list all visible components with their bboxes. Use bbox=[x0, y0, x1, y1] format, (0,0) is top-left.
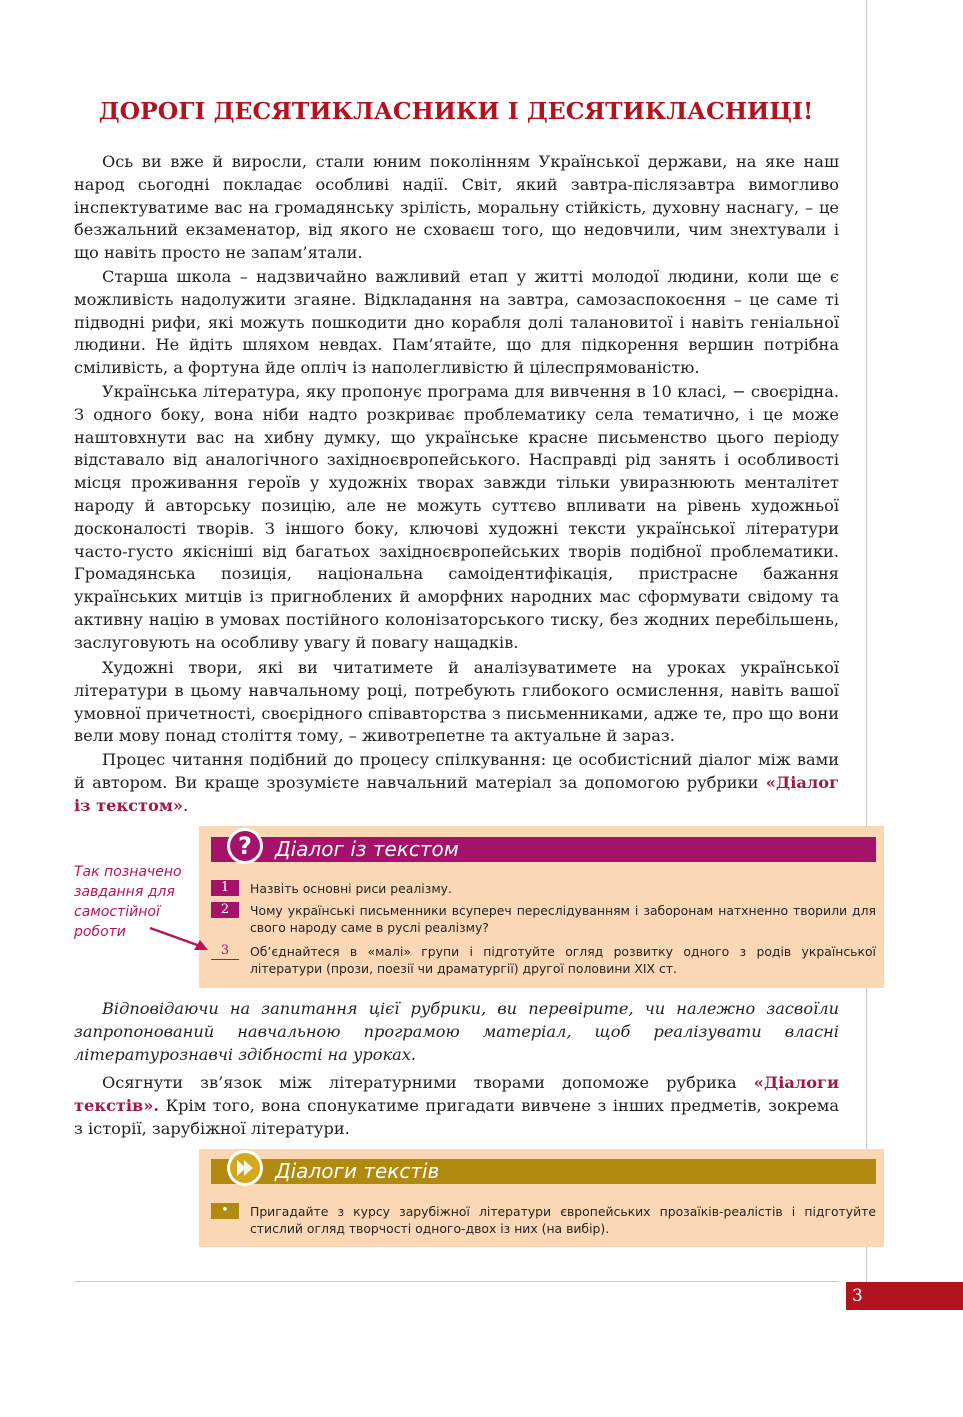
arrows-glyph-icon bbox=[234, 1157, 256, 1179]
paragraph-7-end: Крім того, вона спонукатиме пригадати вивчене з інших предметів, зокрема з історії, зарубіжної літератури. bbox=[74, 1095, 839, 1138]
footer-rule bbox=[74, 1281, 839, 1282]
paragraph-7 bbox=[74, 1072, 839, 1140]
dialog-box-header bbox=[211, 831, 876, 862]
texts-task bbox=[211, 1203, 876, 1239]
italic-paragraph: Відповідаючи на запитання цієї рубрики, ви перевірите, чи належно засвоїли запропонований навчальною програмою матеріал, щоб реалізувати власні літературознавчі здібності на уроках. bbox=[74, 999, 839, 1064]
task-text-2: Чому українські письменники всупереч переслідуванням і заборонам натхненно творили для свого народу саме в руслі реалізму? bbox=[250, 903, 876, 935]
dialog-with-text-box bbox=[199, 826, 884, 988]
dialog-box-title: Діалог із текстом bbox=[275, 837, 459, 861]
texts-task-bullet: • bbox=[211, 1203, 239, 1219]
texts-rubric-name: «Діалоги текстів». bbox=[74, 1073, 839, 1115]
dialog-rubric-name: «Діалог із текстом» bbox=[74, 772, 839, 815]
margin-line bbox=[866, 0, 867, 1282]
task-text-1: Назвіть основні риси реалізму. bbox=[250, 881, 452, 896]
side-note: Так позначено завдання для самостійної роботи bbox=[74, 864, 182, 940]
paragraph-3: Українська література, яку пропонує програма для вивчення в 10 класі, − своєрідна. З одного боку, вона ніби надто розкриває проблематику села тематично, і це може наштовхнути вас на хибну думку, що українське красне письменство цього періоду відставало від аналогічного західноєвропейського. Насправді рід занять і особливості місця проживання героїв у художніх творах завжди тільки увиразнюють менталітет народу й авторську позицію, але не можуть суттєво впливати на рівень художньої досконалості творів. З іншого боку, ключові художні тексти української літератури часто-густо якісніші від багатьох західноєвропейських творів подібної проблематики. Громадянська позиція, національна самоідентифікація, пристрасне бажання українських митців із пригноблених й аморфних народних мас сформувати свідому та активну націю в умовах постійного колонізаторського тиску, без жодних перебільшень, заслуговують на особливу увагу й повагу нащадків. bbox=[74, 382, 839, 652]
page-title: ДОРОГІ ДЕСЯТИКЛАСНИКИ І ДЕСЯТИКЛАСНИЦІ! bbox=[98, 97, 814, 125]
texts-box-title: Діалоги текстів bbox=[275, 1159, 440, 1183]
task-1 bbox=[211, 880, 876, 898]
paragraph-5-text: Процес читання подібний до процесу спілкування: це особистісний діалог між вами й автором. Ви краще зрозумієте навчальний матеріал за допомогою рубрики bbox=[74, 750, 839, 792]
task-number-3: 3 bbox=[211, 943, 239, 960]
task-number-1: 1 bbox=[211, 880, 239, 896]
dialogues-of-texts-box bbox=[199, 1149, 884, 1247]
paragraph-2: Старша школа – надзвичайно важливий етап у житті молодої людини, коли ще є можливість надолужити згаяне. Відкладання на завтра, самозаспокоєння – це саме ті підводні рифи, які можуть пошкодити дно корабля долі талановитої і навіть геніальної людини. Не йдіть шляхом невдах. Пам’ятайте, що для підкорення вершин потрібна сміливість, а фортуна йде опліч із наполегливістю й цілеспрямованістю. bbox=[74, 267, 839, 378]
task-3 bbox=[211, 943, 876, 979]
arrow-pointer-icon bbox=[148, 924, 210, 954]
question-mark-icon: ? bbox=[227, 828, 263, 864]
paragraph-1: Ось ви вже й виросли, стали юним поколінням Української держави, на яке наш народ сьогодні покладає особливі надії. Світ, який завтра-післязавтра вимогливо інспектуватиме вас на громадянську зрілість, моральну стійкість, духовну наснагу, – це безжальний екзаменатор, від якого не сховаєш того, що недовчили, чим знехтували і що навіть просто не запам’ятали. bbox=[74, 152, 839, 263]
paragraph-5-end: . bbox=[183, 795, 189, 815]
paragraph-7-start: Осягнути зв’язок між літературними творами допоможе рубрика bbox=[102, 1073, 754, 1092]
arrows-icon bbox=[227, 1150, 263, 1186]
texts-task-text: Пригадайте з курсу зарубіжної літератури європейських прозаїків-реалістів і підготуйте стислий огляд творчості одного-двох із них (на вибір). bbox=[250, 1204, 876, 1236]
paragraph-5 bbox=[74, 749, 839, 817]
task-text-3: Об’єднайтеся в «малі» групи і підготуйте огляд розвитку одного з родів української літератури (прози, поезії чи драматургії) другої половини XIX ст. bbox=[250, 944, 876, 976]
texts-box-header bbox=[211, 1159, 876, 1184]
page-number: 3 bbox=[846, 1282, 963, 1310]
paragraph-4: Художні твори, які ви читатимете й аналізуватимете на уроках української літератури в цьому навчальному році, потребують глибокого осмислення, навіть вашої умовної причетності, своєрідного співавторства з письменниками, адже те, про що вони вели мову понад століття тому, – животрепетне та актуальне й зараз. bbox=[74, 658, 839, 746]
task-number-2: 2 bbox=[211, 902, 239, 918]
task-2 bbox=[211, 902, 876, 938]
